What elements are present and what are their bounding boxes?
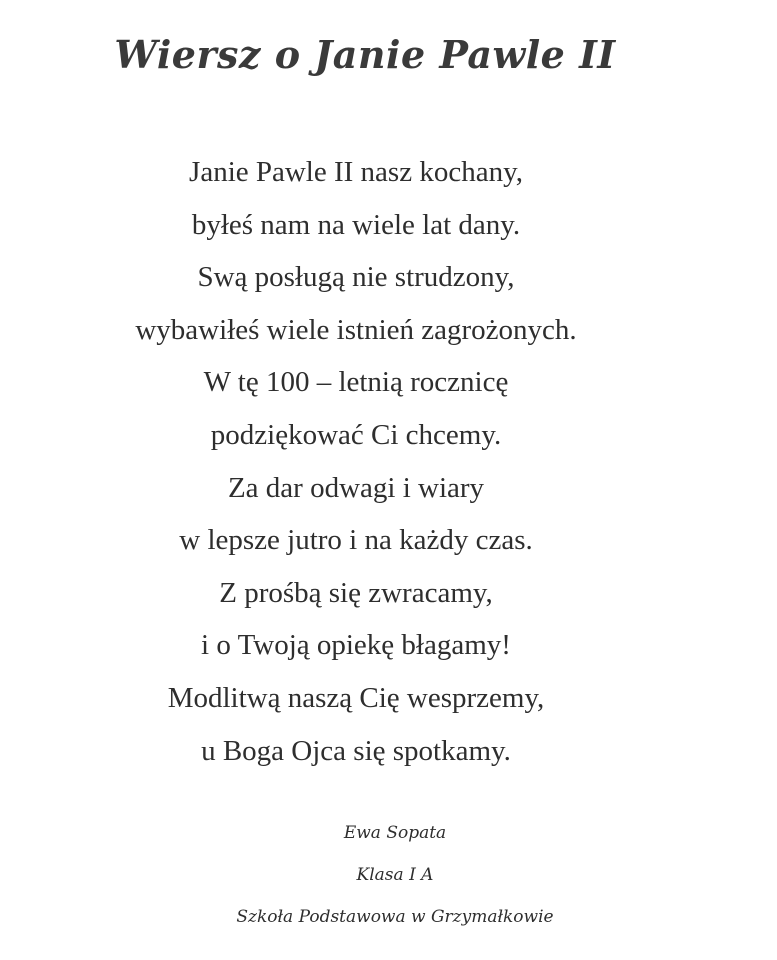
poem-line: Modlitwą naszą Cię wesprzemy, — [167, 681, 545, 714]
signature-block — [0, 812, 777, 938]
signature-author: Ewa Sopata — [343, 823, 447, 843]
poem-line: wybawiłeś wiele istnień zagrożonych. — [135, 313, 577, 346]
poem-title: Wiersz o Janie Pawle II — [114, 32, 616, 77]
signature-school: Szkoła Podstawowa w Grzymałkowie — [236, 907, 554, 927]
poem-line: Z prośbą się zwracamy, — [219, 576, 493, 609]
poem-line: Za dar odwagi i wiary — [227, 471, 485, 504]
poem-line: Janie Pawle II nasz kochany, — [189, 156, 523, 188]
poem-line: u Boga Ojca się spotkamy. — [201, 734, 511, 767]
poem-line: byłeś nam na wiele lat dany. — [191, 208, 521, 241]
poem-line: podziękować Ci chcemy. — [210, 418, 502, 451]
poem-line: w lepsze jutro i na każdy czas. — [179, 524, 533, 557]
poem-line: i o Twoją opiekę błagamy! — [201, 629, 511, 662]
poem-body — [0, 146, 712, 777]
poem-line: Swą posługą nie strudzony, — [197, 261, 515, 294]
poem-line: W tę 100 – letnią rocznicę — [203, 366, 509, 399]
signature-class: Klasa I A — [356, 865, 434, 885]
